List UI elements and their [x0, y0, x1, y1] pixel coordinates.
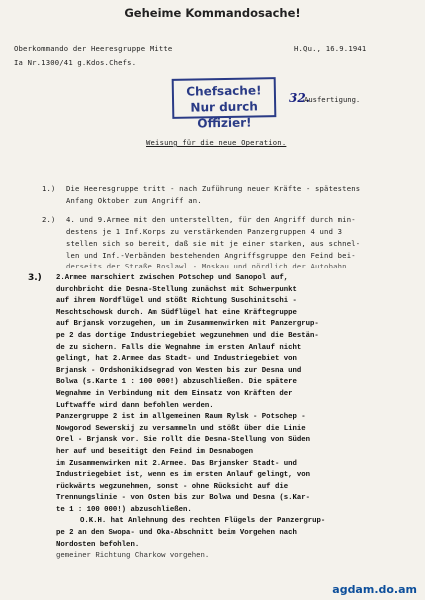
paragraph-3-line: Trennungslinie - von Osten bis zur Bolwa und Desna (s.Kar-	[56, 494, 310, 503]
paragraph-3	[28, 273, 388, 563]
paragraph-3-line: auf Brjansk vorzugehen, um im Zusammenwirken mit Panzergrup-	[56, 320, 319, 329]
paragraph-3-line: Panzergruppe 2 ist im allgemeinen Raum Rylsk - Potschep -	[56, 413, 306, 422]
paragraph-3-line: gelingt, hat 2.Armee das Stadt- und Industriegebiet von	[56, 355, 297, 364]
paragraph-3-line: rückwärts wegzunehmen, sonst - ohne Rücksicht auf die	[56, 482, 289, 491]
copy-label: Ausfertigung.	[304, 95, 361, 104]
document-title: Weisung für die neue Operation.	[146, 138, 287, 147]
paragraph-2-line: derseits der Straße Roslawl - Moskau und nördlich der Autobahn	[66, 262, 347, 268]
stamp-line-2: Nur durch Offizier!	[190, 99, 258, 131]
paragraph-3-line: Bolwa (s.Karte 1 : 100 000!) abzuschließen. Die spätere	[56, 378, 297, 387]
paragraph-3-line: te 1 : 100 000!) abzuschließen.	[56, 505, 192, 514]
paragraph-3-line: durchbricht die Desna-Stellung zunächst mit Schwerpunkt	[56, 285, 297, 294]
paragraph-3-line: im Zusammenwirken mit 2.Armee. Das Brjansker Stadt- und	[56, 459, 297, 468]
paragraph-3-line: 2.Armee marschiert zwischen Potschep und Sanopol auf,	[56, 274, 289, 282]
stamp-line-1: Chefsache!	[186, 83, 262, 99]
classification-heading: Geheime Kommandosache!	[124, 6, 301, 20]
chefsache-stamp	[172, 77, 277, 131]
paragraph-3-line: gemeiner Richtung Charkow vorgehen.	[56, 552, 210, 561]
paragraph-3-line: Luftwaffe wird dann befohlen werden.	[56, 401, 214, 410]
paragraph-3-line: O.K.H. hat Anlehnung des rechten Flügels der Panzergrup-	[80, 517, 326, 526]
paragraph-1-line: Die Heeresgruppe tritt - nach Zuführung neuer Kräfte - spätestens	[66, 184, 361, 193]
paragraph-3-line: her auf und beseitigt den Feind im Desnabogen	[56, 447, 254, 456]
watermark: agdam.do.am	[332, 583, 417, 596]
paragraph-1-line: Anfang Oktober zum Angriff an.	[66, 196, 202, 205]
paragraph-3-number: 3.)	[28, 273, 42, 283]
paragraph-2-line: len und Inf.-Verbänden bestehenden Angriffsgruppe den Feind bei-	[66, 251, 356, 260]
paragraph-3-line: de zu sichern. Falls die Wegnahme im ersten Anlauf nicht	[56, 343, 302, 352]
paragraph-3-line: Nowgorod Sewerskij zu versammeln und stößt über die Linie	[56, 424, 306, 433]
paragraph-3-line: Nordosten befohlen.	[56, 540, 140, 549]
paragraph-1-number: 1.)	[42, 184, 56, 193]
paragraph-2-line: destens je 1 Inf.Korps zu verstärkenden Panzergruppen 4 und 3	[66, 227, 343, 236]
sender-line-1: Oberkommando der Heeresgruppe Mitte	[14, 44, 173, 53]
paragraph-3-line: pe 2 an den Swopa- und Oka-Abschnitt beim Vorgehen nach	[56, 529, 297, 538]
paragraph-3-line: auf ihrem Nordflügel und stößt Richtung Suschinitschi -	[56, 297, 297, 306]
paragraph-2-number: 2.)	[42, 215, 56, 224]
place-date: H.Qu., 16.9.1941	[294, 44, 367, 53]
sender-line-2: Ia Nr.1300/41 g.Kdos.Chefs.	[14, 58, 137, 67]
copy-number-handwritten: 32.	[289, 91, 310, 105]
paragraph-3-line: Meschtschowsk durch. Am Südflügel hat eine Kräftegruppe	[56, 308, 297, 317]
paragraph-2-line: stellen sich so bereit, daß sie mit je einer starken, aus schnel-	[66, 239, 361, 248]
paragraph-3-line: pe 2 das dortige Industriegebiet wegzunehmen und die Bestän-	[56, 331, 319, 340]
paragraph-2-line: 4. und 9.Armee mit den unterstellten, für den Angriff durch min-	[66, 215, 356, 224]
paragraph-3-line: Wegnahme in Verbindung mit dem Einsatz von Kräften der	[56, 389, 293, 398]
paragraph-3-line: Industriegebiet ist, wenn es im ersten Anlauf gelingt, von	[56, 471, 310, 480]
paragraph-3-line: Brjansk - Ordshonikidsegrad von Westen bis zur Desna und	[56, 366, 302, 375]
paragraph-3-line: Orel - Brjansk vor. Sie rollt die Desna-Stellung von Süden	[56, 436, 310, 445]
